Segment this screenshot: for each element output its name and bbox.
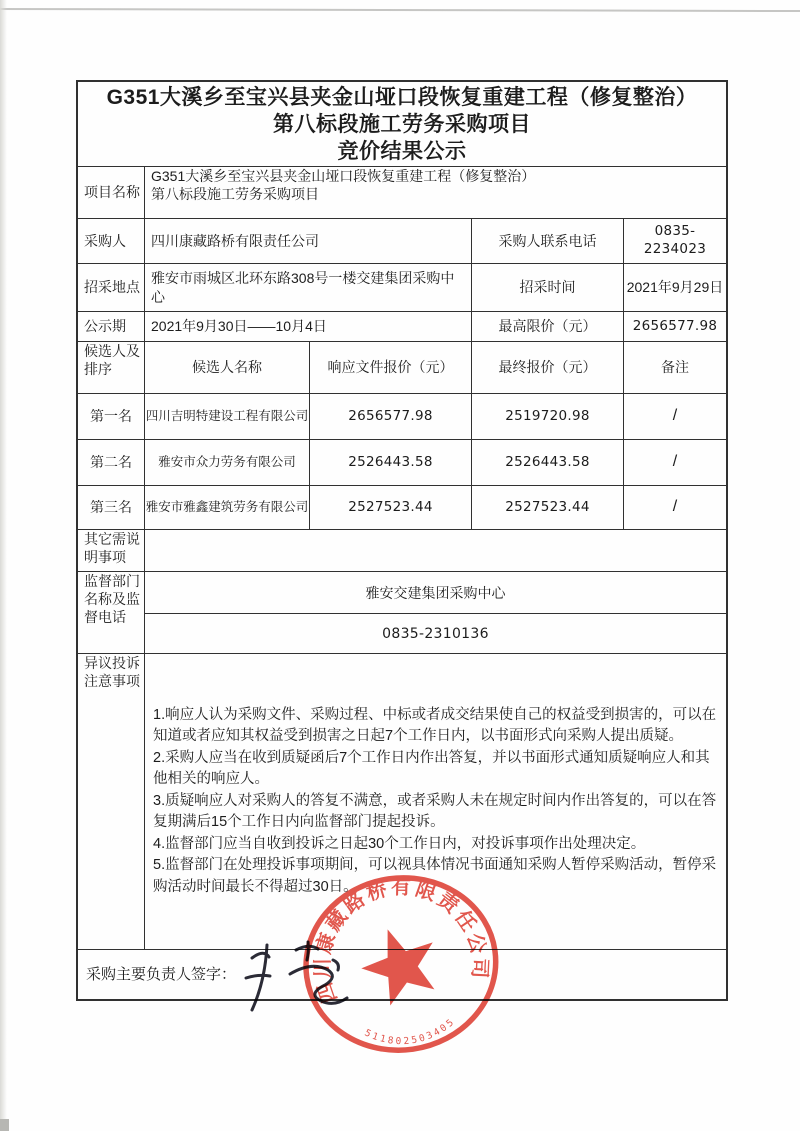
project-name-value-line2: 第八标段施工劳务采购项目 xyxy=(151,186,319,203)
supervision-row xyxy=(78,572,726,654)
period-row xyxy=(78,312,726,342)
buyer-label: 采购人 xyxy=(78,219,145,263)
doc-price-cell: 2656577.98 xyxy=(310,394,472,439)
rank-cell: 第一名 xyxy=(78,394,145,439)
final-price-header: 最终报价（元） xyxy=(472,342,624,393)
max-price-label: 最高限价（元） xyxy=(472,312,624,341)
rank-header-line2: 排序 xyxy=(84,361,112,378)
time-value: 2021年9月29日 xyxy=(626,279,724,296)
supervision-phone: 0835-2310136 xyxy=(382,625,489,642)
supervision-values xyxy=(145,572,726,653)
supervision-dept: 雅安交建集团采购中心 xyxy=(145,572,726,614)
remark-header: 备注 xyxy=(661,359,689,376)
period-label: 公示期 xyxy=(78,312,145,341)
final-price-cell: 2527523.44 xyxy=(472,486,624,529)
project-name-value-line1: G351大溪乡至宝兴县夹金山垭口段恢复重建工程（修复整治） xyxy=(151,168,536,184)
candidate-name-cell: 雅安市众力劳务有限公司 xyxy=(145,440,310,485)
location-value: 雅安市雨城区北环东路308号一楼交建集团采购中心 xyxy=(145,264,472,311)
seal-company-text: 四川康藏路桥有限责任公司 xyxy=(312,876,491,1006)
seal-star-icon xyxy=(352,916,448,1010)
rank-cell: 第二名 xyxy=(78,440,145,485)
remark-cell: / xyxy=(672,407,678,425)
other-notes-value xyxy=(145,530,726,571)
final-price-cell: 2526443.58 xyxy=(472,440,624,485)
document-title xyxy=(78,82,726,166)
objection-item-5: 5.监督部门在处理投诉事项期间，可以视具体情况书面通知采购人暂停采购活动，暂停采购活动时间最长不得超过30日。 xyxy=(153,857,717,895)
candidates-rank-header xyxy=(78,342,145,393)
max-price-value: 2656577.98 xyxy=(632,317,718,334)
other-notes-label xyxy=(78,530,145,571)
location-row xyxy=(78,264,726,312)
announcement-table xyxy=(76,80,728,1001)
supervision-label-line2: 名称及监 xyxy=(84,591,140,608)
doc-price-header: 响应文件报价（元） xyxy=(310,342,472,393)
objection-label xyxy=(78,654,145,949)
objection-item-3: 3.质疑响应人对采购人的答复不满意，或者采购人未在规定时间内作出答复的，可以在答复期满后15个工作日内向监督部门提起投诉。 xyxy=(153,792,717,831)
other-notes-label-line2: 明事项 xyxy=(84,549,126,566)
remark-cell: / xyxy=(672,498,678,516)
buyer-phone-value: 0835-2234023 xyxy=(643,223,707,257)
rank-header-line1: 候选人及 xyxy=(84,343,140,359)
signature-label: 采购主要负责人签字： xyxy=(86,965,237,983)
company-seal xyxy=(286,859,516,1072)
doc-price-cell: 2526443.58 xyxy=(310,440,472,485)
candidate-name-cell: 雅安市雅鑫建筑劳务有限公司 xyxy=(145,486,310,529)
table-row-first-place xyxy=(78,394,726,440)
project-name-value xyxy=(145,167,726,218)
doc-price-cell: 2527523.44 xyxy=(310,486,472,529)
seal-number-text: 511802503405 xyxy=(362,1015,458,1048)
supervision-label-line1: 监督部门 xyxy=(84,573,140,589)
candidates-header-row xyxy=(78,342,726,394)
objection-label-line1: 异议投诉 xyxy=(84,655,140,671)
objection-item-2: 2.采购人应当在收到质疑函后7个工作日内作出答复，并以书面形式通知质疑响应人和其他相关的响应人。 xyxy=(153,749,710,788)
buyer-phone-label: 采购人联系电话 xyxy=(472,219,624,263)
supervision-label-line3: 督电话 xyxy=(84,609,126,626)
time-label: 招采时间 xyxy=(472,264,624,311)
table-row-third-place xyxy=(78,486,726,530)
location-label: 招采地点 xyxy=(78,264,145,311)
other-notes-row xyxy=(78,530,726,572)
project-name-row xyxy=(78,167,726,219)
scan-edge-left xyxy=(0,0,7,1131)
supervision-label xyxy=(78,572,145,653)
other-notes-label-line1: 其它需说 xyxy=(84,531,140,547)
title-row xyxy=(78,82,726,167)
objection-label-line2: 注意事项 xyxy=(84,673,140,690)
period-value: 2021年9月30日——10月4日 xyxy=(145,312,472,341)
candidate-name-header: 候选人名称 xyxy=(145,342,310,393)
final-price-cell: 2519720.98 xyxy=(472,394,624,439)
objection-item-1: 1.响应人认为采购文件、采购过程、中标或者成交结果使自己的权益受到损害的，可以在知道或者应知其权益受到损害之日起7个工作日内，以书面形式向采购人提出质疑。 xyxy=(153,706,717,745)
title-line-3: 竞价结果公示 xyxy=(337,139,467,163)
buyer-row xyxy=(78,219,726,264)
rank-cell: 第三名 xyxy=(78,486,145,529)
project-name-label: 项目名称 xyxy=(78,167,145,218)
title-line-2: 第八标段施工劳务采购项目 xyxy=(273,112,531,136)
buyer-value: 四川康藏路桥有限责任公司 xyxy=(145,219,472,263)
remark-cell: / xyxy=(672,453,678,471)
scan-edge-top xyxy=(0,8,800,12)
table-row-second-place xyxy=(78,440,726,486)
scan-edge-corner xyxy=(0,1119,9,1131)
title-line-1: G351大溪乡至宝兴县夹金山垭口段恢复重建工程（修复整治） xyxy=(106,85,698,109)
objection-item-4: 4.监督部门应当自收到投诉之日起30个工作日内，对投诉事项作出处理决定。 xyxy=(153,835,646,852)
candidate-name-cell: 四川吉明特建设工程有限公司 xyxy=(145,394,310,439)
